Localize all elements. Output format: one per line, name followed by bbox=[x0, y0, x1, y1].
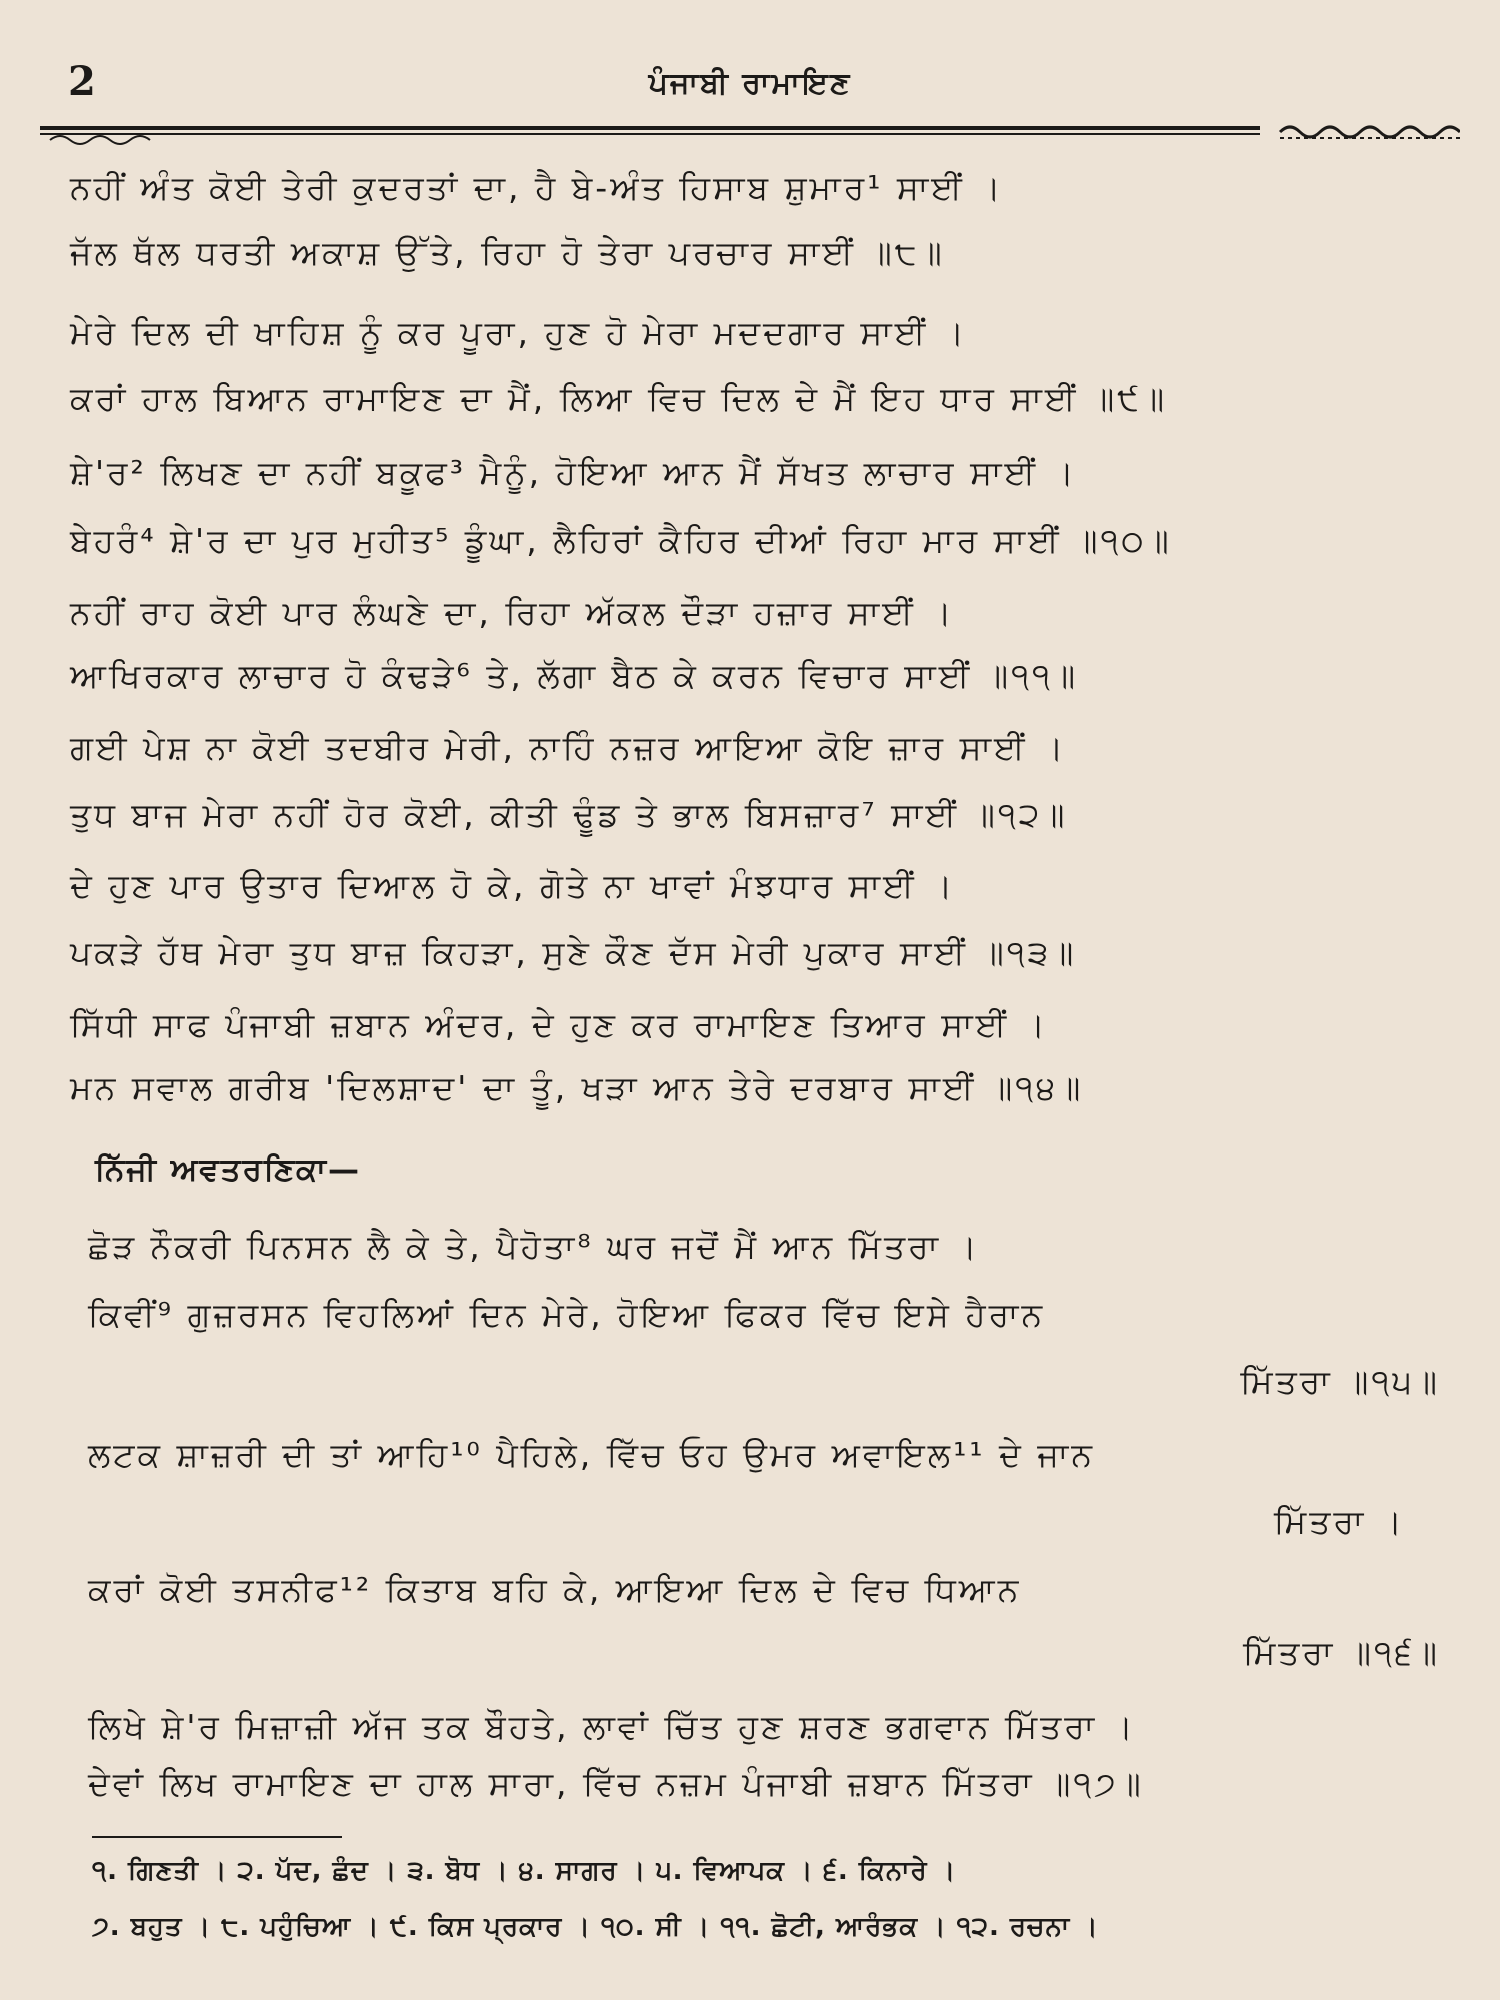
verse-line-continuation: ਮਿੱਤਰਾ ॥੧੫॥ bbox=[1240, 1362, 1440, 1401]
footnote-rule bbox=[92, 1836, 342, 1838]
verse-line-continuation: ਮਿੱਤਰਾ । bbox=[1273, 1502, 1405, 1541]
verse-line: ਲਿਖੇ ਸ਼ੇ'ਰ ਮਿਜ਼ਾਜ਼ੀ ਅੱਜ ਤਕ ਬੌਹਤੇ, ਲਾਵਾਂ ਚਿੱਤ ਹੁਣ ਸ਼ਰਣ ਭਗਵਾਨ ਮਿੱਤਰਾ । bbox=[88, 1707, 1136, 1746]
verse-line: ਕਰਾਂ ਕੋਈ ਤਸਨੀਫ¹² ਕਿਤਾਬ ਬਹਿ ਕੇ, ਆਇਆ ਦਿਲ ਦੇ ਵਿਚ ਧਿਆਨ bbox=[88, 1570, 1022, 1609]
verse-line: ਕਰਾਂ ਹਾਲ ਬਿਆਨ ਰਾਮਾਇਣ ਦਾ ਮੈਂ, ਲਿਆ ਵਿਚ ਦਿਲ ਦੇ ਮੈਂ ਇਹ ਧਾਰ ਸਾਈਂ ॥੯॥ bbox=[70, 379, 1168, 418]
verse-line: ਜੱਲ ਥੱਲ ਧਰਤੀ ਅਕਾਸ਼ ਉੱਤੇ, ਰਿਹਾ ਹੋ ਤੇਰਾ ਪਰਚਾਰ ਸਾਈਂ ॥੮॥ bbox=[70, 233, 945, 272]
verse-line-continuation: ਮਿੱਤਰਾ ॥੧੬॥ bbox=[1242, 1633, 1440, 1672]
verse-line: ਮੇਰੇ ਦਿਲ ਦੀ ਖਾਹਿਸ਼ ਨੂੰ ਕਰ ਪੂਰਾ, ਹੁਣ ਹੋ ਮੇਰਾ ਮਦਦਗਾਰ ਸਾਈਂ । bbox=[70, 313, 968, 352]
verse-line: ਲਟਕ ਸ਼ਾਜ਼ਰੀ ਦੀ ਤਾਂ ਆਹਿ¹⁰ ਪੈਹਿਲੇ, ਵਿੱਚ ਓਹ ਉਮਰ ਅਵਾਇਲ¹¹ ਦੇ ਜਾਨ bbox=[88, 1435, 1095, 1474]
verse-line: ਸਿੱਧੀ ਸਾਫ ਪੰਜਾਬੀ ਜ਼ਬਾਨ ਅੰਦਰ, ਦੇ ਹੁਣ ਕਰ ਰਾਮਾਇਣ ਤਿਆਰ ਸਾਈਂ । bbox=[70, 1005, 1048, 1044]
verse-line: ਬੇਹਰੰ⁴ ਸ਼ੇ'ਰ ਦਾ ਪੁਰ ਮੁਹੀਤ⁵ ਡੂੰਘਾ, ਲੈਹਿਰਾਂ ਕੈਹਿਰ ਦੀਆਂ ਰਿਹਾ ਮਾਰ ਸਾਈਂ ॥੧੦॥ bbox=[70, 521, 1172, 560]
verse-line: ਦੇਵਾਂ ਲਿਖ ਰਾਮਾਇਣ ਦਾ ਹਾਲ ਸਾਰਾ, ਵਿੱਚ ਨਜ਼ਮ ਪੰਜਾਬੀ ਜ਼ਬਾਨ ਮਿੱਤਰਾ ॥੧੭॥ bbox=[88, 1764, 1144, 1803]
verse-line: ਮਨ ਸਵਾਲ ਗਰੀਬ 'ਦਿਲਸ਼ਾਦ' ਦਾ ਤੂੰ, ਖੜਾ ਆਨ ਤੇਰੇ ਦਰਬਾਰ ਸਾਈਂ ॥੧੪॥ bbox=[70, 1068, 1084, 1107]
verse-line: ਛੋੜ ਨੌਕਰੀ ਪਿਨਸਨ ਲੈ ਕੇ ਤੇ, ਪੈਹੋਤਾ⁸ ਘਰ ਜਦੋਂ ਮੈਂ ਆਨ ਮਿੱਤਰਾ । bbox=[88, 1227, 980, 1266]
verse-line: ਆਖਿਰਕਾਰ ਲਾਚਾਰ ਹੋ ਕੰਢੜੇ⁶ ਤੇ, ਲੱਗਾ ਬੈਠ ਕੇ ਕਰਨ ਵਿਚਾਰ ਸਾਈਂ ॥੧੧॥ bbox=[70, 656, 1079, 695]
verse-line: ਨਹੀਂ ਰਾਹ ਕੋਈ ਪਾਰ ਲੰਘਣੇ ਦਾ, ਰਿਹਾ ਅੱਕਲ ਦੌੜਾ ਹਜ਼ਾਰ ਸਾਈਂ । bbox=[70, 593, 955, 632]
section-heading: ਨਿੱਜੀ ਅਵਤਰਣਿਕਾ— bbox=[95, 1152, 362, 1188]
verse-line: ਪਕੜੇ ਹੱਥ ਮੇਰਾ ਤੁਧ ਬਾਜ਼ ਕਿਹੜਾ, ਸੁਣੇ ਕੌਣ ਦੱਸ ਮੇਰੀ ਪੁਕਾਰ ਸਾਈਂ ॥੧੩॥ bbox=[70, 933, 1077, 972]
ornamental-header-rule bbox=[40, 118, 1460, 148]
verse-line: ਸ਼ੇ'ਰ² ਲਿਖਣ ਦਾ ਨਹੀਂ ਬਕੂਫ³ ਮੈਨੂੰ, ਹੋਇਆ ਆਨ ਮੈਂ ਸੱਖਤ ਲਾਚਾਰ ਸਾਈਂ । bbox=[70, 453, 1077, 492]
verse-line: ਤੁਧ ਬਾਜ ਮੇਰਾ ਨਹੀਂ ਹੋਰ ਕੋਈ, ਕੀਤੀ ਢੂੰਡ ਤੇ ਭਾਲ ਬਿਸਜ਼ਾਰ⁷ ਸਾਈਂ ॥੧੨॥ bbox=[70, 795, 1068, 834]
verse-line: ਦੇ ਹੁਣ ਪਾਰ ਉਤਾਰ ਦਿਆਲ ਹੋ ਕੇ, ਗੋਤੇ ਨਾ ਖਾਵਾਂ ਮੰਝਧਾਰ ਸਾਈਂ । bbox=[70, 866, 956, 905]
verse-line: ਕਿਵੀਂ⁹ ਗੁਜ਼ਰਸਨ ਵਿਹਲਿਆਂ ਦਿਨ ਮੇਰੇ, ਹੋਇਆ ਫਿਕਰ ਵਿੱਚ ਇਸੇ ਹੈਰਾਨ bbox=[88, 1295, 1046, 1334]
footnote-line: ੧. ਗਿਣਤੀ । ੨. ਪੱਦ, ਛੰਦ । ੩. ਬੋਧ । ੪. ਸਾਗਰ । ੫. ਵਿਆਪਕ । ੬. ਕਿਨਾਰੇ । bbox=[92, 1856, 957, 1886]
verse-line: ਨਹੀਂ ਅੰਤ ਕੋਈ ਤੇਰੀ ਕੁਦਰਤਾਂ ਦਾ, ਹੈ ਬੇ-ਅੰਤ ਹਿਸਾਬ ਸ਼ੁਮਾਰ¹ ਸਾਈਂ । bbox=[70, 168, 1004, 207]
running-title: ਪੰਜਾਬੀ ਰਾਮਾਇਣ bbox=[648, 66, 852, 101]
footnote-line: ੭. ਬਹੁਤ । ੮. ਪਹੁੰਚਿਆ । ੯. ਕਿਸ ਪ੍ਰਕਾਰ । ੧੦. ਸੀ । ੧੧. ਛੋਟੀ, ਆਰੰਭਕ । ੧੨. ਰਚਨਾ । bbox=[92, 1912, 1099, 1942]
verse-line: ਗਈ ਪੇਸ਼ ਨਾ ਕੋਈ ਤਦਬੀਰ ਮੇਰੀ, ਨਾਹਿੰ ਨਜ਼ਰ ਆਇਆ ਕੋਇ ਜ਼ਾਰ ਸਾਈਂ । bbox=[70, 728, 1067, 767]
page-number: 2 bbox=[68, 58, 96, 105]
